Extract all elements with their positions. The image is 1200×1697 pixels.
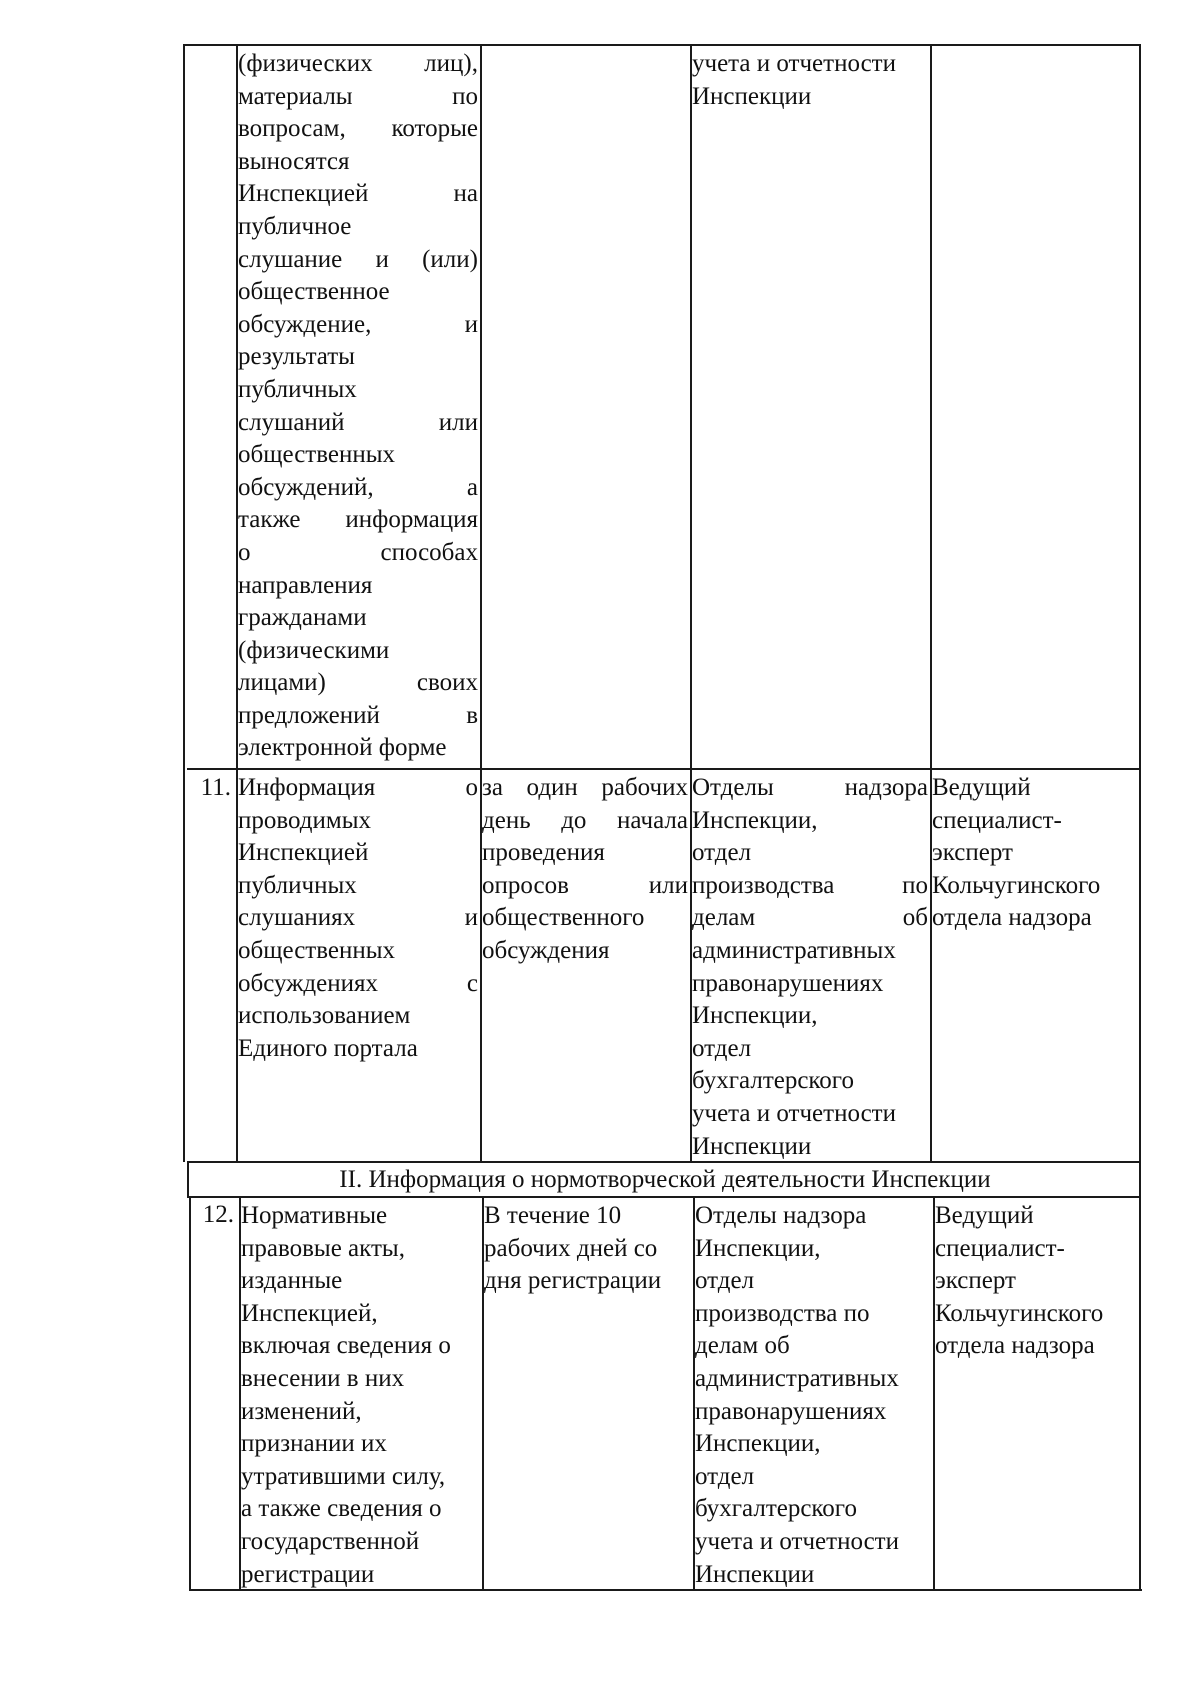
info-line: общественных [238, 441, 396, 469]
info-line: Информация о [238, 774, 478, 801]
responsible-line: Отделы надзора [695, 1202, 867, 1229]
responsible-line: Инспекции, [695, 1430, 821, 1458]
info-line: электронной форме [238, 734, 447, 762]
responsible-line: делам об [695, 1332, 790, 1360]
term-line: дня регистрации [484, 1267, 662, 1295]
info-line: (физических лиц), [238, 50, 478, 77]
responsible-line: Инспекции, [692, 806, 818, 834]
responsible-line: учета и отчетности [692, 50, 896, 77]
official-line: специалист- [935, 1234, 1065, 1262]
row-11-number: 11. [200, 774, 231, 801]
info-line: изданные [241, 1267, 343, 1295]
info-line: обсуждение, и [238, 310, 478, 338]
info-line: слушание и (или) [238, 245, 478, 273]
info-line: проводимых [238, 806, 372, 834]
term-line: опросов или [482, 871, 688, 899]
info-line: выносятся [238, 147, 350, 175]
info-line: публичных [238, 871, 357, 899]
row-12-left-border [189, 1196, 191, 1591]
row-11-official-cell [930, 770, 1139, 1161]
term-line: обсуждения [482, 936, 610, 964]
official-line: отдела надзора [935, 1332, 1095, 1360]
responsible-line: Инспекции [695, 1560, 815, 1588]
responsible-line: бухгалтерского [695, 1495, 857, 1523]
info-line: Инспекцией, [241, 1299, 378, 1327]
info-line: о способах [238, 538, 478, 566]
responsible-line: Отделы надзора [692, 774, 928, 801]
responsible-line: правонарушениях [692, 969, 884, 997]
section-2-title: II. Информация о нормотворческой деятельности Инспекции [339, 1166, 991, 1193]
responsible-line: делам об [692, 904, 928, 932]
info-line: признании их [241, 1430, 387, 1458]
info-line: Инспекцией на [238, 180, 478, 208]
term-line: день до начала [482, 806, 688, 834]
info-line: использованием [238, 1002, 411, 1030]
responsible-line: отдел [692, 1034, 752, 1062]
info-line: вопросам, которые [238, 115, 478, 143]
responsible-line: Инспекции, [692, 1002, 818, 1030]
info-line: Нормативные [241, 1202, 388, 1229]
responsible-line: бухгалтерского [692, 1067, 854, 1095]
info-line: обсуждениях с [238, 969, 478, 997]
section-left-border [187, 1161, 189, 1198]
info-line: публичных [238, 375, 357, 403]
responsible-line: Инспекции [692, 82, 812, 110]
info-line: лицами) своих [238, 669, 478, 697]
info-line: предложений в [238, 701, 478, 729]
term-line: за один рабочих [482, 774, 688, 801]
info-line: изменений, [241, 1397, 362, 1425]
responsible-line: административных [692, 936, 896, 964]
info-line: направления [238, 571, 373, 599]
info-line: а также сведения о [241, 1495, 442, 1523]
official-line: Кольчугинского [932, 871, 1101, 899]
responsible-line: административных [695, 1364, 899, 1392]
info-line: слушаний или [238, 408, 478, 436]
info-line: включая сведения о [241, 1332, 451, 1360]
info-line: Единого портала [238, 1034, 418, 1062]
info-line: регистрации [241, 1560, 375, 1588]
responsible-line: Инспекции [692, 1132, 812, 1160]
table-right-border [1139, 44, 1141, 1591]
info-line: обсуждений, а [238, 473, 478, 501]
info-line: гражданами [238, 604, 367, 632]
responsible-line: учета и отчетности [692, 1099, 896, 1127]
info-line: также информация [238, 506, 478, 534]
row-11-term-cell [480, 770, 690, 1161]
term-line: рабочих дней со [484, 1234, 658, 1262]
row-12-info-cell [239, 1198, 482, 1590]
continuation-responsible-cell [690, 46, 930, 768]
official-line: Ведущий [932, 774, 1031, 801]
info-line: государственной [241, 1527, 420, 1555]
responsible-line: Инспекции, [695, 1234, 821, 1262]
table-left-border [183, 44, 185, 1162]
responsible-line: отдел [695, 1462, 755, 1490]
row-12-responsible-cell [693, 1198, 933, 1590]
row-12-official-cell [933, 1198, 1139, 1590]
term-line: проведения [482, 839, 605, 867]
info-line: общественных [238, 936, 396, 964]
info-line: результаты [238, 343, 355, 371]
responsible-line: отдел [692, 839, 752, 867]
info-line: публичное [238, 212, 352, 240]
row-11-responsible-cell [690, 770, 930, 1161]
info-line: общественное [238, 278, 390, 306]
responsible-line: производства по [695, 1299, 870, 1327]
info-line: материалы по [238, 82, 478, 110]
term-line: общественного [482, 904, 645, 932]
responsible-line: отдел [695, 1267, 755, 1295]
info-line: внесении в них [241, 1364, 405, 1392]
info-line: Инспекцией [238, 839, 369, 867]
continuation-info-cell [236, 46, 480, 768]
official-line: эксперт [935, 1267, 1016, 1295]
responsible-line: производства по [692, 871, 928, 899]
info-line: слушаниях и [238, 904, 478, 932]
info-line: утратившими силу, [241, 1462, 446, 1490]
row-12-term-cell [482, 1198, 693, 1590]
responsible-line: учета и отчетности [695, 1527, 899, 1555]
official-line: Ведущий [935, 1202, 1034, 1229]
official-line: специалист- [932, 806, 1062, 834]
official-line: эксперт [932, 839, 1013, 867]
responsible-line: правонарушениях [695, 1397, 887, 1425]
row-11-info-cell [236, 770, 480, 1161]
official-line: отдела надзора [932, 904, 1092, 932]
official-line: Кольчугинского [935, 1299, 1104, 1327]
info-line: правовые акты, [241, 1234, 405, 1262]
info-line: (физическими [238, 636, 390, 664]
term-line: В течение 10 [484, 1202, 622, 1229]
row-12-number: 12. [202, 1201, 234, 1228]
